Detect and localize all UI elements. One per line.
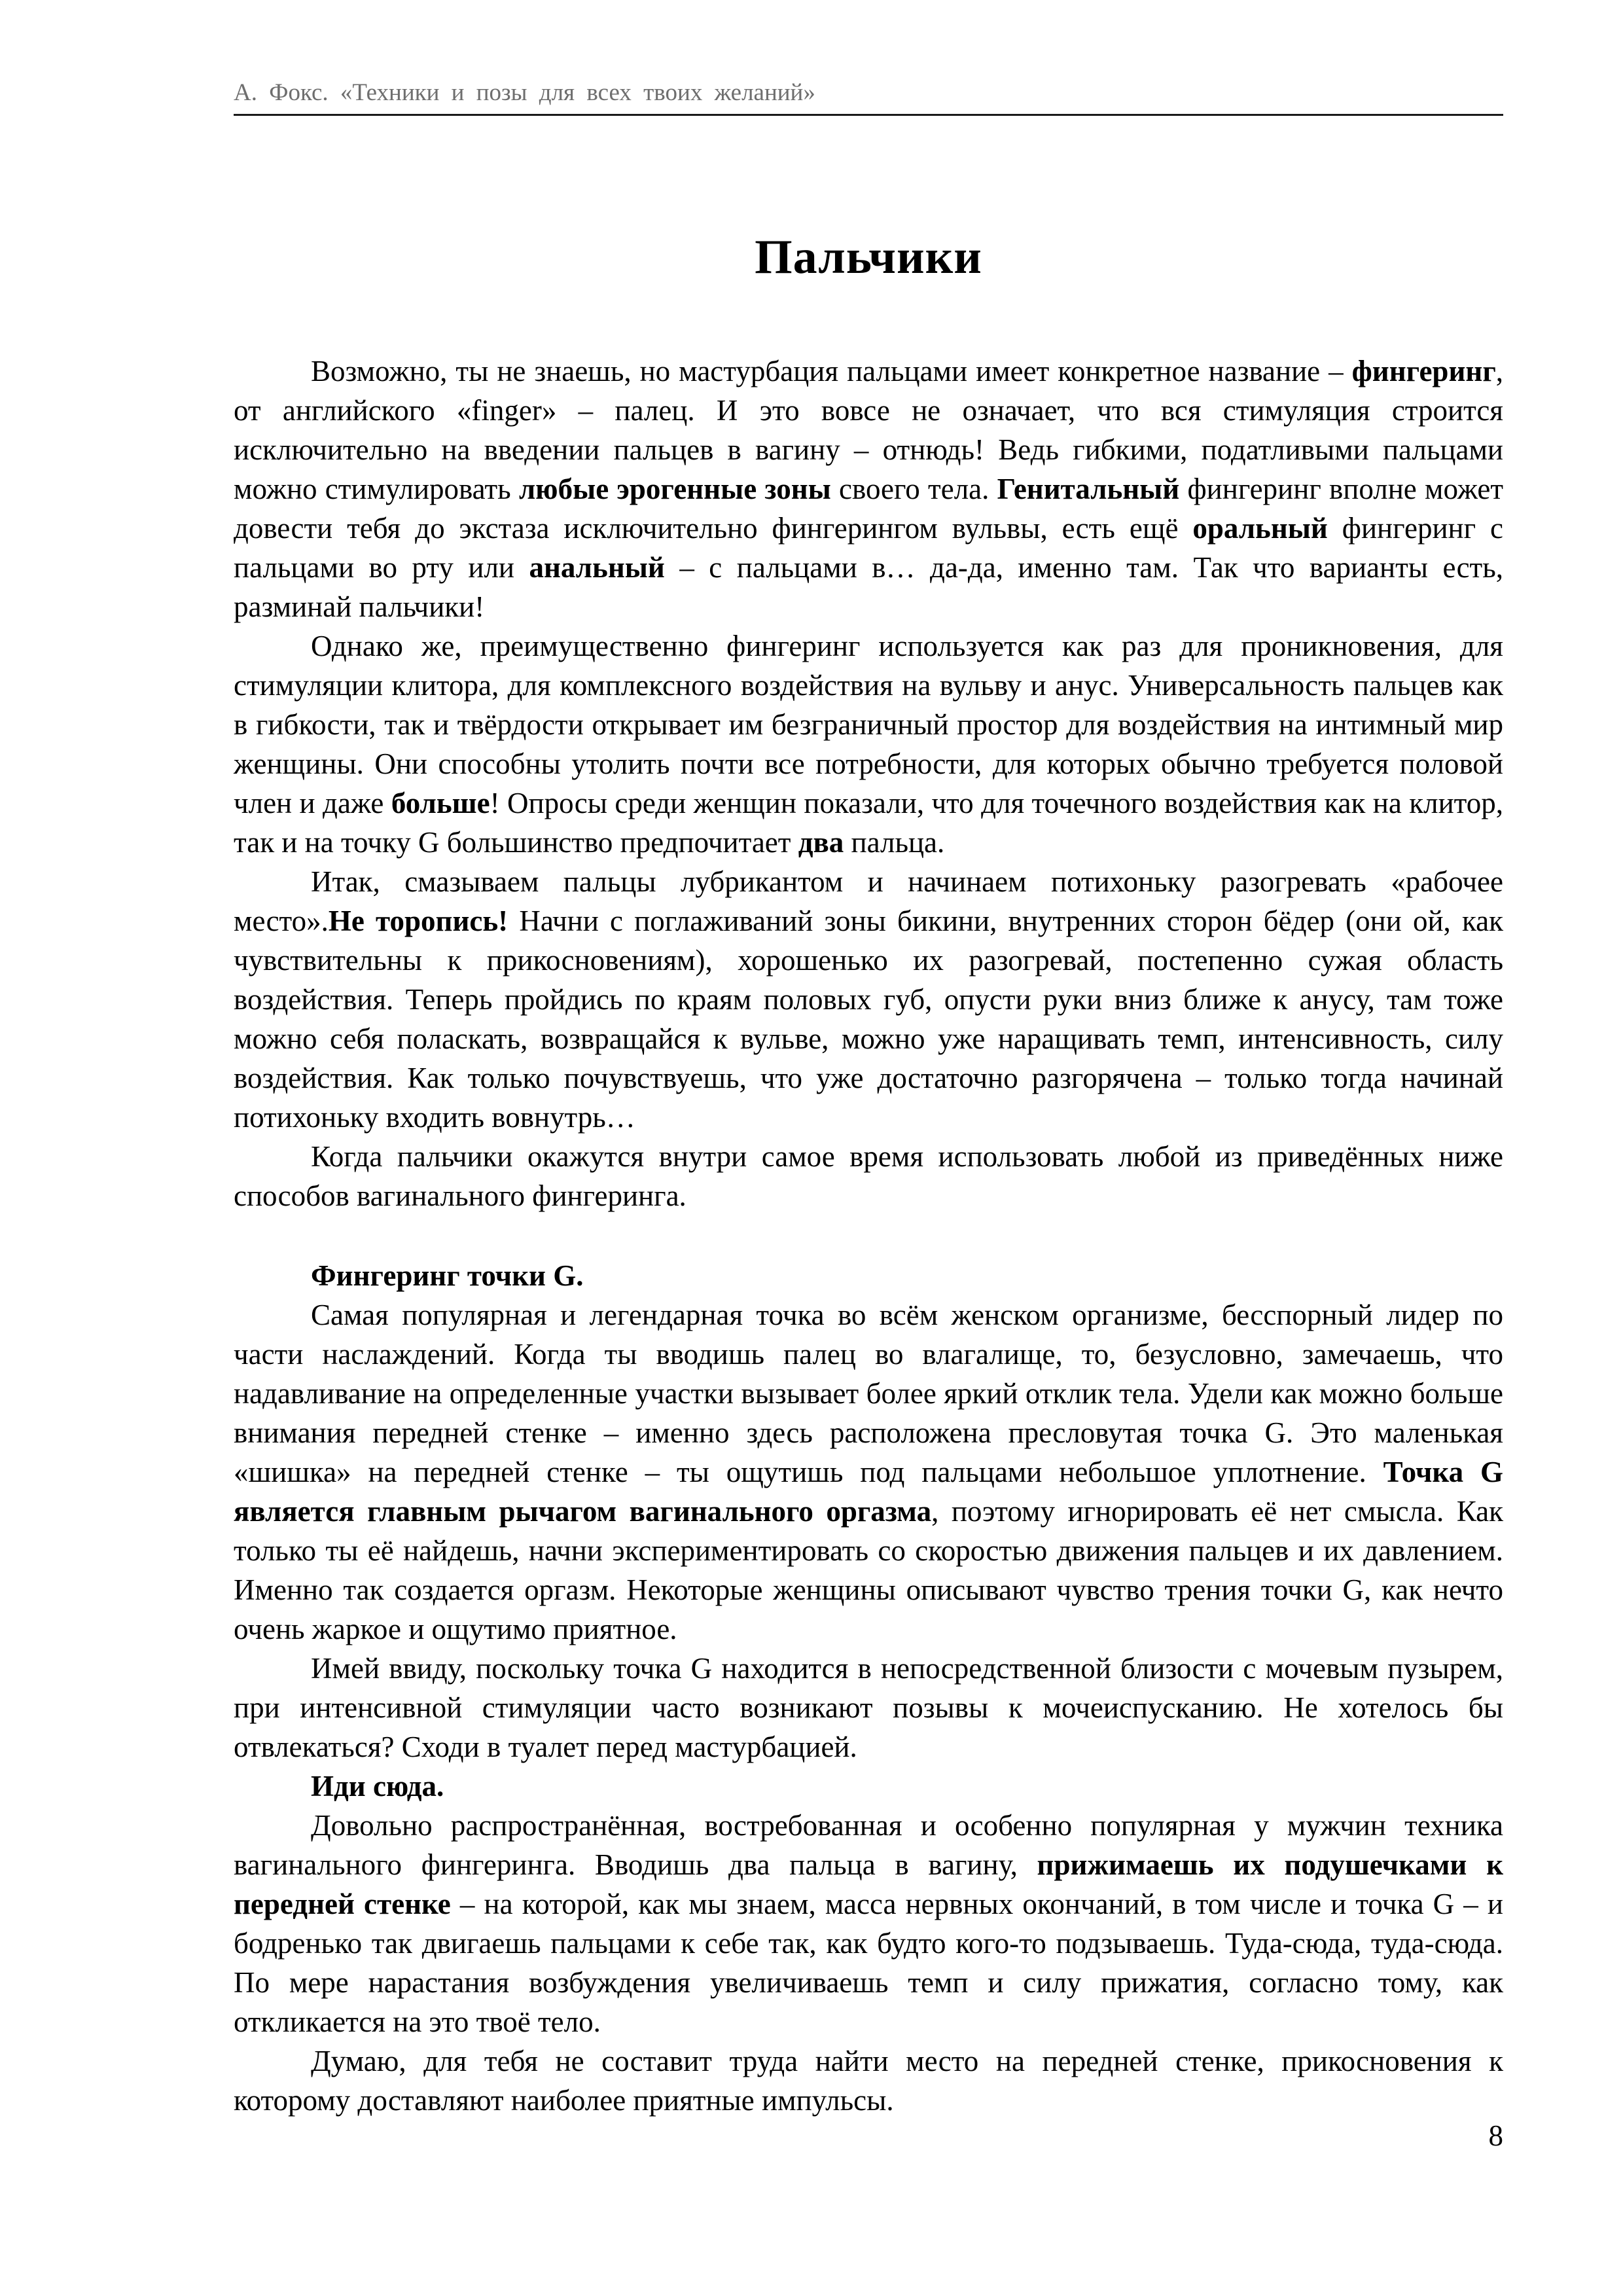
text-run: – с пальцами в… да-да, именно там. Так что варианты есть, разминай пальчики! xyxy=(234,551,1503,623)
text-run: Начни с поглаживаний зоны бикини, внутренних сторон бёдер (они ой, как чувствительны к прикосновениям), хорошенько их разогревай, постепенно сужая область воздействия. Теперь пройдись по краям половых губ, опусти руки вниз ближе к анусу, там тоже можно себя поласкать, возвращайся к вульве, можно уже наращивать темп, интенсивность, силу воздействия. Как только почувствуешь, что уже достаточно разгорячена – только тогда начинай потихоньку входить вовнутрь… xyxy=(234,905,1503,1134)
paragraph xyxy=(234,1767,1503,1806)
text-run: фингеринг вполне может довести тебя до экстаза исключительно фингерингом вульвы, есть ещё xyxy=(234,473,1503,545)
text-run: Самая популярная и легендарная точка во всём женском организме, бесспорный лидер по части наслаждений. Когда ты вводишь палец во влагалище, то, безусловно, замечаешь, что надавливание на определенные участки вызывает более яркий отклик тела. Удели как можно больше внимания передней стенке – именно здесь расположена пресловутая точка G. Это маленькая «шишка» на передней стенке – ты ощутишь под пальцами небольшое уплотнение. xyxy=(234,1299,1503,1488)
text-run: Когда пальчики окажутся внутри самое время использовать любой из приведённых ниже способов вагинального фингеринга. xyxy=(234,1140,1503,1212)
text-run: Иди сюда. xyxy=(311,1770,444,1803)
text-run: любые эрогенные зоны xyxy=(518,473,831,505)
page-number: 8 xyxy=(1488,2119,1503,2152)
text-body xyxy=(234,351,1503,2120)
text-run: Думаю, для тебя не составит труда найти место на передней стенке, прикосновения к которому доставляют наиболее приятные импульсы. xyxy=(234,2045,1503,2117)
text-run: , от английского «finger» – палец. И это вовсе не означает, что вся стимуляция строится исключительно на введении пальцев в вагину – отнюдь! Ведь гибкими, податливыми пальцами можно стимулировать xyxy=(234,355,1503,505)
text-run: Фингеринг точки G. xyxy=(311,1259,584,1292)
text-run: больше xyxy=(391,787,490,819)
section-heading xyxy=(234,1256,1503,1295)
page-title: Пальчики xyxy=(755,230,982,284)
text-run: оральный xyxy=(1192,512,1328,545)
paragraph xyxy=(234,1295,1503,1649)
text-run: фингеринг с пальцами во рту или xyxy=(234,512,1503,584)
text-run: фингеринг xyxy=(1351,355,1496,387)
paragraph xyxy=(234,2041,1503,2120)
text-run: Имей ввиду, поскольку точка G находится в непосредственной близости с мочевым пузырем, при интенсивной стимуляции часто возникают позывы к мочеиспусканию. Не хотелось бы отвлекаться? Сходи в туалет перед мастурбацией. xyxy=(234,1652,1503,1763)
text-run: прижимаешь их подушечками к передней стенке xyxy=(234,1848,1503,1920)
running-header: А. Фокс. «Техники и позы для всех твоих желаний» xyxy=(234,0,1503,116)
paragraph xyxy=(234,626,1503,862)
text-run: своего тела. xyxy=(830,473,997,505)
text-run: Точка G является главным рычагом вагинального оргазма xyxy=(234,1456,1503,1528)
paragraph xyxy=(234,351,1503,626)
paragraph xyxy=(234,862,1503,1137)
text-run: Возможно, ты не знаешь, но мастурбация пальцами имеет конкретное название – xyxy=(311,355,1352,387)
text-run: – на которой, как мы знаем, масса нервных окончаний, в том числе и точка G – и бодренько так двигаешь пальцами к себе так, как будто кого-то подзываешь. Туда-сюда, туда-сюда. По мере нарастания возбуждения увеличиваешь темп и силу прижатия, согласно тому, как откликается на это твоё тело. xyxy=(234,1888,1503,2038)
text-run: два xyxy=(798,826,844,859)
text-run: , поэтому игнорировать её нет смысла. Как только ты её найдешь, начни экспериментировать со скоростью движения пальцев и их давлением. Именно так создается оргазм. Некоторые женщины описывают чувство трения точки G, как нечто очень жаркое и ощутимо приятное. xyxy=(234,1495,1503,1645)
text-run: анальный xyxy=(529,551,665,584)
content-column xyxy=(234,0,1503,2120)
paragraph xyxy=(234,1137,1503,1215)
text-run: ! Опросы среди женщин показали, что для точечного воздействия как на клитор, так и на точку G большинство предпочитает xyxy=(234,787,1503,859)
text-run: Генитальный xyxy=(997,473,1180,505)
paragraph xyxy=(234,1806,1503,2041)
text-run: Однако же, преимущественно фингеринг используется как раз для проникновения, для стимуляции клитора, для комплексного воздействия на вульву и анус. Универсальность пальцев как в гибкости, так и твёрдости открывает им безграничный простор для воздействия на интимный мир женщины. Они способны утолить почти все потребности, для которых обычно требуется половой член и даже xyxy=(234,630,1503,819)
text-run: Не торопись! xyxy=(328,905,508,937)
paragraph xyxy=(234,1649,1503,1767)
text-run: пальца. xyxy=(844,826,945,859)
text-run: Итак, смазываем пальцы лубрикантом и начинаем потихоньку разогревать «рабочее место». xyxy=(234,865,1503,937)
text-run: Довольно распространённая, востребованная и особенно популярная у мужчин техника вагинального фингеринга. Вводишь два пальца в вагину, xyxy=(234,1809,1503,1881)
